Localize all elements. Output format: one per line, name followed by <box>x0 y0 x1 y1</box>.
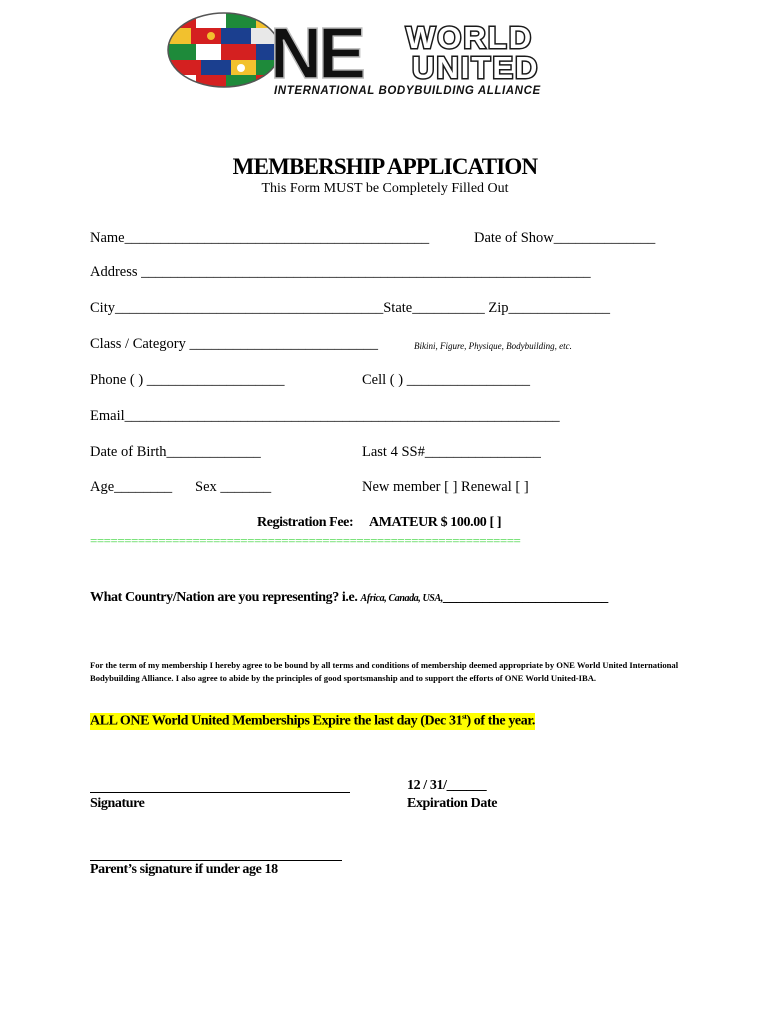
expiration-notice-text: ALL ONE World United Memberships Expire the last day (Dec 31 <box>90 713 463 729</box>
last4-ss-field[interactable]: Last 4 SS#________________ <box>362 444 541 460</box>
name-field[interactable]: Name__________________________________________ <box>90 230 430 246</box>
parent-signature-label: Parent’s signature if under age 18 <box>90 862 278 877</box>
class-category-field[interactable]: Class / Category __________________________ <box>90 336 378 352</box>
date-of-birth-field[interactable]: Date of Birth_____________ <box>90 444 261 460</box>
country-question <box>90 590 608 606</box>
expiration-notice-end: ) of the year. <box>466 713 535 729</box>
parent-signature-line[interactable] <box>90 860 342 861</box>
separator-line: =============================================================== <box>90 533 521 548</box>
logo-world-text: WORLD <box>406 20 534 55</box>
age-field[interactable]: Age________ <box>90 479 173 495</box>
address-field[interactable]: Address ______________________________________________________________ <box>90 264 591 280</box>
country-input[interactable]: _________________________ <box>442 590 608 605</box>
country-examples: Africa, Canada, USA, <box>360 593 443 604</box>
form-title: MEMBERSHIP APPLICATION <box>232 154 538 179</box>
logo-united-text: UNITED <box>412 50 540 85</box>
signature-line[interactable] <box>90 792 350 793</box>
logo-ne-text: NE <box>270 14 363 94</box>
expiration-notice <box>90 713 535 730</box>
flags-globe-icon <box>166 10 286 90</box>
class-category-hint: Bikini, Figure, Physique, Bodybuilding, etc. <box>414 341 572 351</box>
sex-field[interactable]: Sex _______ <box>195 479 272 495</box>
city-state-zip-field[interactable]: City_____________________________________State__________ Zip______________ <box>90 300 610 316</box>
date-of-show-field[interactable]: Date of Show______________ <box>474 230 656 246</box>
email-field[interactable]: Email____________________________________________________________ <box>90 408 560 424</box>
expiration-date-value[interactable]: 12 / 31/______ <box>407 778 487 793</box>
phone-field[interactable]: Phone ( ) ___________________ <box>90 372 285 388</box>
logo-tagline: INTERNATIONAL BODYBUILDING ALLIANCE <box>274 85 541 97</box>
form-subtitle: This Form MUST be Completely Filled Out <box>261 181 509 196</box>
expiration-notice-sup: st <box>462 713 467 721</box>
terms-paragraph: For the term of my membership I hereby agree to be bound by all terms and conditions of membership deemed appropriate by ONE World United International Bodybuilding Alliance. I also agree to abide by the principles of good sportsmanship and to support the efforts of ONE World United-IBA. <box>90 660 679 683</box>
cell-field[interactable]: Cell ( ) _________________ <box>362 372 530 388</box>
membership-type-checkboxes[interactable]: New member [ ] Renewal [ ] <box>362 479 529 495</box>
signature-label: Signature <box>90 796 145 811</box>
expiration-date-label: Expiration Date <box>407 796 498 811</box>
country-question-text: What Country/Nation are you representing? i.e. <box>90 590 358 605</box>
one-world-united-logo <box>166 10 622 102</box>
registration-fee-label: Registration Fee: <box>257 515 354 530</box>
amateur-fee-checkbox[interactable]: AMATEUR $ 100.00 [ ] <box>369 515 502 530</box>
